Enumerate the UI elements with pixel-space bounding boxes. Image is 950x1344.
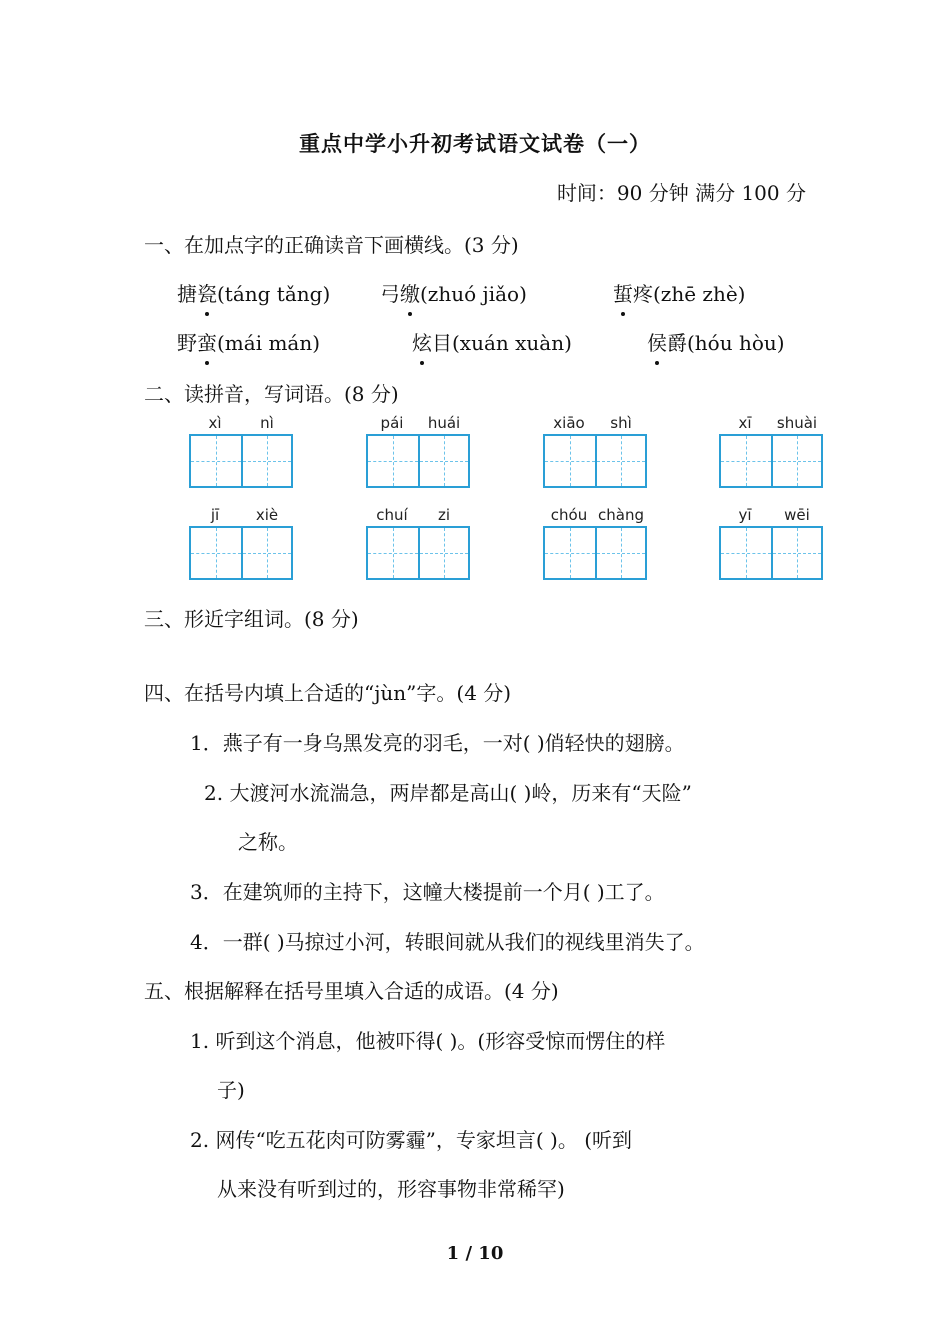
pinyin-grid-5 (189, 506, 293, 580)
writing-cell[interactable] (368, 528, 418, 578)
pinyin-grid-3 (543, 414, 647, 488)
section-3-heading: 三、形近字组词。(8 分) (144, 607, 359, 631)
pinyin-label: chóu (550, 506, 588, 524)
writing-cell[interactable] (545, 436, 595, 486)
writing-cell[interactable] (595, 436, 645, 486)
pinyin-label: zi (437, 506, 451, 524)
pinyin-label: yī (738, 506, 752, 524)
pinyin-grid-6 (366, 506, 470, 580)
s4-question-4: 4．一群( )马掠过小河，转眼间就从我们的视线里消失了。 (190, 930, 705, 954)
s5-question-1: 1. 听到这个消息，他被吓得( )。(形容受惊而愣住的样 (190, 1029, 666, 1053)
writing-cell[interactable] (241, 528, 291, 578)
pinyin-label: wēi (784, 506, 810, 524)
pinyin-label: xiāo (553, 414, 585, 432)
section-1-heading: 一、在加点字的正确读音下画横线。(3 分) (144, 233, 519, 257)
section-5-heading: 五、根据解释在括号里填入合适的成语。(4 分) (144, 979, 559, 1003)
pinyin-label: chuí (376, 506, 408, 524)
page-number: 1 / 10 (446, 1243, 504, 1264)
writing-cell[interactable] (721, 436, 771, 486)
s1-item-6: 侯爵(hóu hòu) (647, 327, 785, 356)
pinyin-grid-8 (719, 506, 823, 580)
writing-cell[interactable] (545, 528, 595, 578)
s1-item-3: 蜇疼(zhē zhè) (613, 278, 745, 307)
section-2-heading: 二、读拼音，写词语。(8 分) (144, 382, 399, 406)
exam-meta: 时间：90 分钟 满分 100 分 (556, 181, 806, 205)
s1-item-1: 搪瓷(táng tǎng) (177, 278, 330, 307)
pinyin-grid-2 (366, 414, 470, 488)
pinyin-label: xī (738, 414, 752, 432)
writing-cell[interactable] (721, 528, 771, 578)
writing-cell[interactable] (241, 436, 291, 486)
pinyin-grid-7 (543, 506, 647, 580)
writing-cell[interactable] (191, 436, 241, 486)
pinyin-label: chàng (598, 506, 644, 524)
writing-cell[interactable] (771, 528, 821, 578)
page-title: 重点中学小升初考试语文试卷（一） (299, 132, 651, 156)
pinyin-label: xiè (255, 506, 279, 524)
s1-item-2: 弓缴(zhuó jiǎo) (380, 278, 527, 307)
s5-question-1-cont: 子) (217, 1078, 245, 1102)
pinyin-label: huái (427, 414, 461, 432)
s4-question-3: 3．在建筑师的主持下，这幢大楼提前一个月( )工了。 (190, 880, 665, 904)
writing-cell[interactable] (418, 436, 468, 486)
pinyin-label: shì (610, 414, 632, 432)
s5-question-2: 2. 网传“吃五花肉可防雾霾”，专家坦言( )。 (听到 (190, 1128, 633, 1152)
s1-item-4: 野蛮(mái mán) (177, 327, 320, 356)
pinyin-label: shuài (776, 414, 818, 432)
pinyin-label: nì (260, 414, 274, 432)
writing-cell[interactable] (191, 528, 241, 578)
pinyin-label: jī (210, 506, 220, 524)
pinyin-label: pái (380, 414, 404, 432)
writing-cell[interactable] (368, 436, 418, 486)
pinyin-grid-4 (719, 414, 823, 488)
writing-cell[interactable] (418, 528, 468, 578)
s4-question-1: 1．燕子有一身乌黑发亮的羽毛，一对( )俏轻快的翅膀。 (190, 731, 685, 755)
s4-question-2-cont: 之称。 (238, 830, 298, 854)
pinyin-label: xì (208, 414, 222, 432)
s1-item-5: 炫目(xuán xuàn) (412, 327, 572, 356)
writing-cell[interactable] (771, 436, 821, 486)
pinyin-grid-1 (189, 414, 293, 488)
s4-question-2: 2. 大渡河水流湍急，两岸都是高山( )岭，历来有“天险” (204, 781, 692, 805)
writing-cell[interactable] (595, 528, 645, 578)
section-4-heading: 四、在括号内填上合适的“jùn”字。(4 分) (144, 681, 512, 705)
s5-question-2-cont: 从来没有听到过的，形容事物非常稀罕) (217, 1177, 565, 1201)
